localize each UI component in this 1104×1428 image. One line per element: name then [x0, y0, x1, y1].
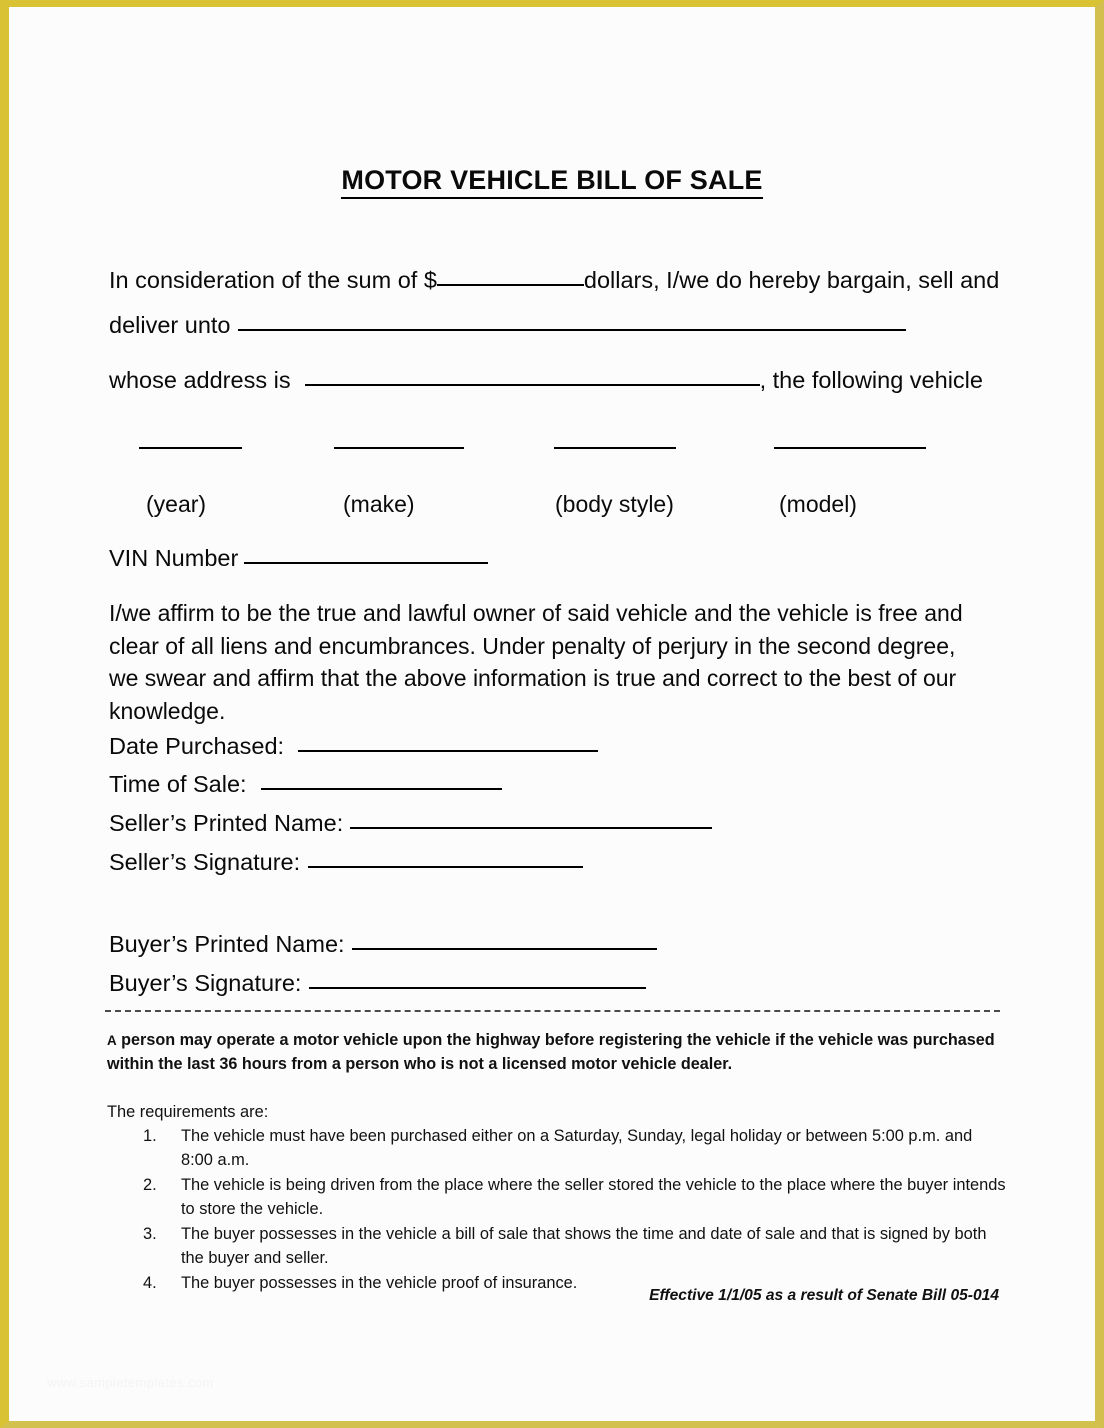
- section-divider: [105, 1010, 1000, 1012]
- buyer-printed-name-label: Buyer’s Printed Name:: [109, 931, 345, 957]
- amount-blank[interactable]: [437, 270, 584, 286]
- body-style-caption: (body style): [555, 491, 674, 517]
- page-content: [9, 7, 1095, 1421]
- buyer-signature-blank[interactable]: [309, 973, 646, 989]
- list-item-text: The buyer possesses in the vehicle proof of insurance.: [181, 1274, 578, 1293]
- list-item-number: 1.: [143, 1127, 157, 1145]
- vin-blank[interactable]: [244, 548, 488, 564]
- list-item-text: The vehicle is being driven from the place where the seller stored the vehicle to the place where the buyer intends to store the vehicle.: [181, 1176, 1006, 1218]
- deliver-unto-blank[interactable]: [238, 315, 906, 331]
- seller-printed-name-blank[interactable]: [350, 813, 712, 829]
- seller-printed-name-row: [109, 810, 712, 837]
- address-suffix-text: , the following vehicle: [759, 367, 983, 393]
- list-item-text: The vehicle must have been purchased either on a Saturday, Sunday, legal holiday or between 5:00 p.m. and 8:00 a.m.: [181, 1127, 973, 1169]
- seller-signature-row: [109, 849, 583, 876]
- date-purchased-label: Date Purchased:: [109, 733, 285, 759]
- model-blank[interactable]: [774, 447, 926, 449]
- effective-note: Effective 1/1/05 as a result of Senate Bill 05-014: [649, 1287, 999, 1304]
- address-label: whose address is: [109, 367, 291, 393]
- list-item: [137, 1125, 1007, 1173]
- affirmation-paragraph: I/we affirm to be the true and lawful owner of said vehicle and the vehicle is free and clear of all liens and encumbrances. Under penalty of perjury in the second degree, we swear and affirm that the above information is true and correct to the best of our knowledge.: [109, 600, 963, 724]
- buyer-printed-name-blank[interactable]: [352, 934, 657, 950]
- list-item-text: The buyer possesses in the vehicle a bill of sale that shows the time and date of sale and that is signed by both the buyer and seller.: [181, 1225, 987, 1267]
- list-item: [137, 1174, 1007, 1222]
- year-blank[interactable]: [139, 447, 242, 449]
- vin-label: VIN Number: [109, 545, 239, 571]
- deliver-unto-label: deliver unto: [109, 312, 231, 338]
- page-title: [9, 165, 1095, 196]
- time-of-sale-blank[interactable]: [261, 774, 502, 790]
- body-style-blank[interactable]: [554, 447, 676, 449]
- buyer-signature-label: Buyer’s Signature:: [109, 970, 302, 996]
- requirements-heading: The requirements are:: [107, 1103, 269, 1121]
- address-blank[interactable]: [305, 370, 760, 386]
- model-caption: (model): [779, 491, 857, 517]
- date-purchased-row: [109, 733, 598, 760]
- list-item: [137, 1223, 1007, 1271]
- time-of-sale-label: Time of Sale:: [109, 771, 247, 797]
- buyer-signature-row: [109, 970, 646, 997]
- seller-signature-blank[interactable]: [308, 852, 583, 868]
- vin-line: [109, 545, 488, 572]
- seller-printed-name-label: Seller’s Printed Name:: [109, 810, 344, 836]
- list-item-number: 3.: [143, 1225, 157, 1244]
- consideration-line-1: [109, 267, 999, 294]
- time-of-sale-row: [109, 771, 502, 798]
- consideration-lead-text: In consideration of the sum of $: [109, 267, 437, 293]
- buyer-printed-name-row: [109, 931, 657, 958]
- address-line: [109, 367, 983, 394]
- list-item-number: 4.: [143, 1274, 157, 1293]
- watermark: www.sampletemplates.com: [47, 1375, 214, 1390]
- list-item-number: 2.: [143, 1176, 157, 1195]
- requirements-list: [137, 1125, 1007, 1297]
- seller-signature-label: Seller’s Signature:: [109, 849, 301, 875]
- date-purchased-blank[interactable]: [298, 736, 598, 752]
- make-blank[interactable]: [334, 447, 464, 449]
- make-caption: (make): [343, 491, 415, 517]
- year-caption: (year): [146, 491, 207, 517]
- notice-first-letter: A: [107, 1033, 117, 1048]
- deliver-unto-line: [109, 312, 906, 339]
- notice-body-text: person may operate a motor vehicle upon the highway before registering the vehicle if the vehicle was purchased within the last 36 hours from a person who is not a licensed motor vehicle dealer.: [107, 1031, 995, 1073]
- consideration-after-amount-text: dollars, I/we do hereby bargain, sell and: [583, 267, 1000, 293]
- page-title-text: MOTOR VEHICLE BILL OF SALE: [341, 165, 762, 199]
- highway-notice-text: [107, 1029, 1003, 1077]
